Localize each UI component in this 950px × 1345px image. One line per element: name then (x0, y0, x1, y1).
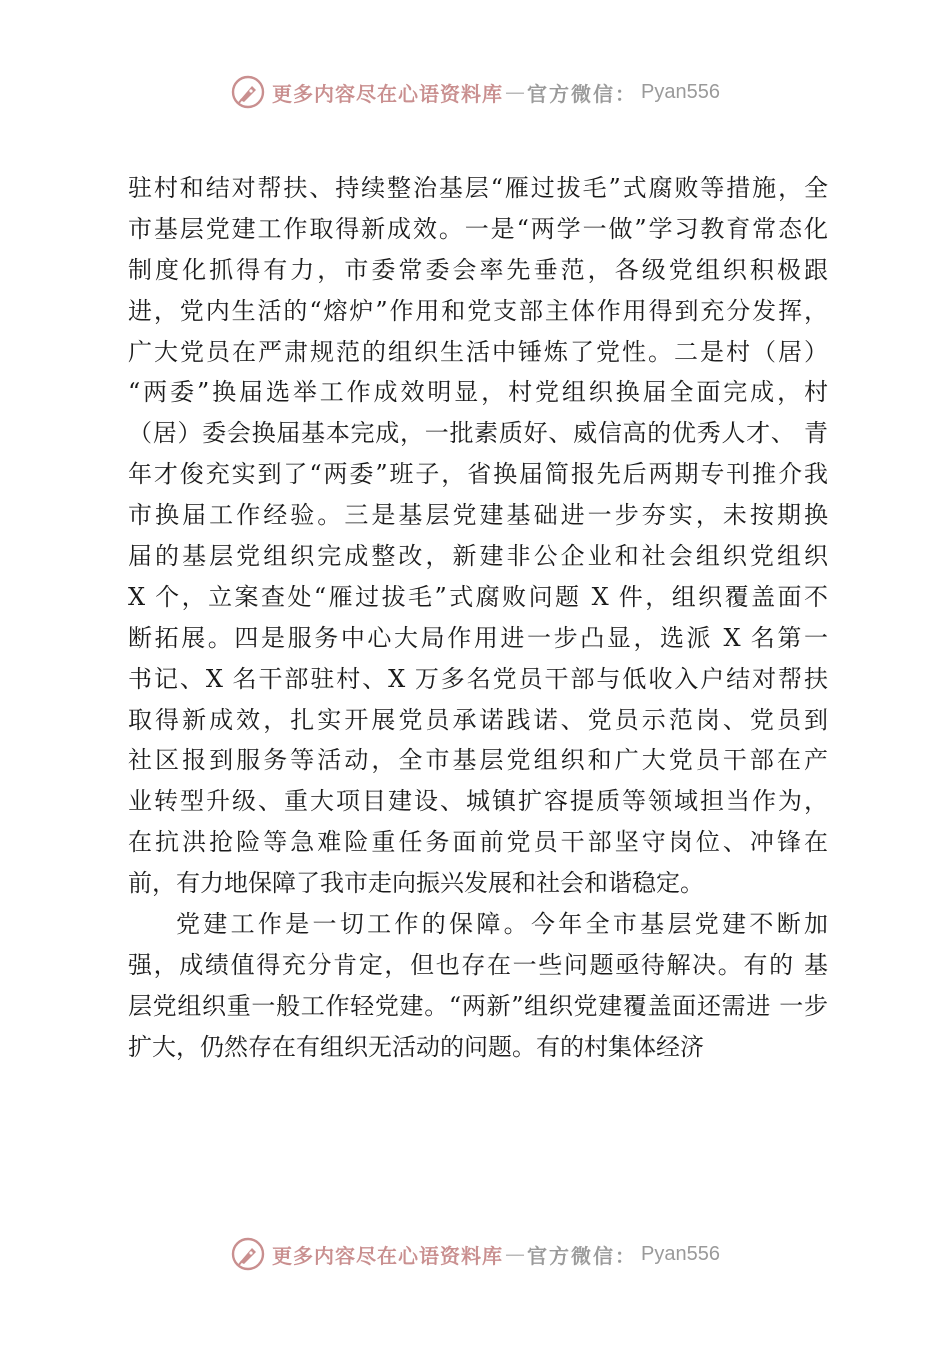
text-line: 强，成绩值得充分肯定，但也存在一些问题亟待解决。有的 基 (128, 950, 828, 979)
text-line: 业转型升级、重大项目建设、城镇扩容提质等领域担当作为， (128, 787, 828, 816)
text-line: 社区报到服务等活动，全市基层党组织和广大党员干部在产 (128, 746, 828, 775)
text-line: 层党组织重一般工作轻党建。“两新”组织党建覆盖面还需进 一步 (128, 991, 828, 1020)
watermark-wechat-label: 官方微信： (527, 81, 637, 106)
text-line: 广大党员在严肃规范的组织生活中锤炼了党性。二是村（居） (128, 337, 828, 366)
text-line: 制度化抓得有力，市委常委会率先垂范，各级党组织积极跟 (128, 255, 828, 284)
document-body (128, 168, 828, 1068)
text-line: 取得新成效，扎实开展党员承诺践诺、党员示范岗、党员到 (128, 705, 828, 734)
paragraph-1 (128, 168, 828, 904)
text-line: 市换届工作经验。三是基层党建基础进一步夯实，未按期换 (128, 501, 828, 530)
text-line: 年才俊充实到了“两委”班子，省换届简报先后两期专刊推介我 (128, 460, 828, 489)
watermark-wechat-id: Pyan556 (641, 1242, 720, 1265)
paragraph-2 (128, 904, 828, 1068)
watermark-wechat-label: 官方微信： (527, 1243, 637, 1268)
watermark-wechat-id: Pyan556 (641, 80, 720, 103)
text-line: 前，有力地保障了我市走向振兴发展和社会和谐稳定。 (128, 869, 704, 898)
text-line: 驻村和结对帮扶、持续整治基层“雁过拔毛”式腐败等措施，全 (128, 174, 828, 202)
text-line: 市基层党建工作取得新成效。一是“两学一做”学习教育常态化 (128, 214, 828, 243)
watermark-brand-text: 更多内容尽在心语资料库 (272, 81, 503, 106)
text-line: 在抗洪抢险等急难险重任务面前党员干部坚守岗位、冲锋在 (128, 828, 828, 857)
watermark-separator: — (505, 80, 525, 104)
header-watermark (230, 72, 750, 112)
text-line: 届的基层党组织完成整改，新建非公企业和社会组织党组织 (128, 542, 828, 571)
watermark-separator: — (505, 1242, 525, 1266)
text-line: 党建工作是一切工作的保障。今年全市基层党建不断加 (176, 910, 828, 939)
pen-nib-circle-logo-icon (230, 1236, 266, 1272)
text-line: 断拓展。四是服务中心大局作用进一步凸显，选派 X 名第一 (128, 623, 828, 652)
pen-nib-circle-logo-icon (230, 74, 266, 110)
text-line: （居）委会换届基本完成，一批素质好、威信高的优秀人才、 青 (128, 419, 828, 448)
footer-watermark (230, 1234, 750, 1274)
text-line: X 个，立案查处“雁过拔毛”式腐败问题 X 件，组织覆盖面不 (128, 582, 828, 611)
text-line: 进，党内生活的“熔炉”作用和党支部主体作用得到充分发挥， (128, 296, 828, 325)
text-line: “两委”换届选举工作成效明显，村党组织换届全面完成，村 (128, 378, 828, 407)
text-line: 书记、X 名干部驻村、X 万多名党员干部与低收入户结对帮扶 (128, 664, 828, 693)
text-line: 扩大，仍然存在有组织无活动的问题。有的村集体经济 (128, 1032, 704, 1061)
watermark-brand-text: 更多内容尽在心语资料库 (272, 1243, 503, 1268)
